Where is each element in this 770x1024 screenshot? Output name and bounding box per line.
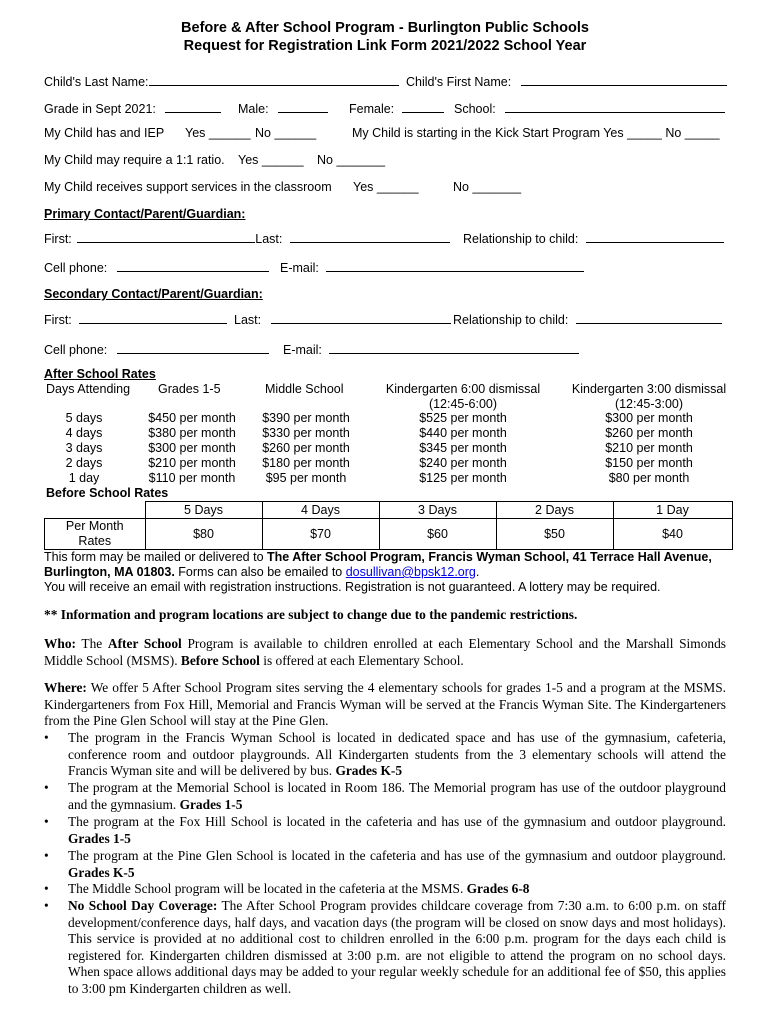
days-cell: 2 days: [65, 456, 103, 470]
grades-cell: $210 per month: [148, 456, 236, 470]
table-cell: $60: [379, 519, 496, 550]
form-subtitle: Request for Registration Link Form 2021/2022 School Year: [183, 38, 587, 54]
table-cell: $80: [145, 519, 262, 550]
child-first-name-field[interactable]: [521, 73, 727, 86]
k6-cell: $440 per month: [419, 426, 507, 440]
secondary-cell-field[interactable]: [117, 341, 269, 354]
table-cell: $50: [496, 519, 613, 550]
days-cell: 5 days: [65, 411, 103, 425]
child-last-name-row: [44, 73, 399, 90]
bullet-icon: •: [44, 881, 49, 896]
days-cell: 4 days: [65, 426, 103, 440]
k3-header-title: Kindergarten 3:00 dismissal: [571, 382, 727, 396]
primary-email-label: E-mail:: [280, 261, 319, 275]
secondary-email-row: [283, 341, 579, 358]
contact-email-link[interactable]: dosullivan@bpsk12.org: [345, 565, 476, 579]
k6-cell: $240 per month: [419, 456, 507, 470]
k6-header-title: Kindergarten 6:00 dismissal: [385, 382, 541, 396]
table-header-cell: 4 Days: [262, 502, 379, 519]
grades-cell: $110 per month: [148, 471, 236, 485]
days-cell: 1 day: [68, 471, 100, 485]
child-last-name-field[interactable]: [149, 73, 399, 86]
secondary-email-label: E-mail:: [283, 343, 322, 357]
primary-email-row: [280, 259, 584, 276]
list-item: [44, 814, 726, 847]
no-school-label: No School Day Coverage:: [68, 898, 218, 913]
list-item: [44, 848, 726, 881]
secondary-cell-label: Cell phone:: [44, 343, 108, 357]
list-item-grades: Grades K-5: [335, 763, 403, 778]
school-row: [454, 100, 725, 117]
k6-cell: $345 per month: [419, 441, 507, 455]
bullet-icon: •: [44, 848, 49, 863]
grade-label: Grade in Sept 2021:: [44, 102, 156, 116]
secondary-last-label: Last:: [234, 313, 262, 327]
secondary-cell-row: [44, 341, 269, 358]
iep-no-field[interactable]: No ______: [255, 126, 317, 140]
k6-header-sub: (12:45-6:00): [428, 397, 498, 411]
school-field[interactable]: [505, 100, 725, 113]
primary-cell-row: [44, 259, 269, 276]
before-school-rates-heading: Before School Rates: [46, 486, 169, 500]
secondary-relationship-label: Relationship to child:: [453, 313, 569, 327]
middle-cell: $180 per month: [262, 456, 350, 470]
secondary-email-field[interactable]: [329, 341, 579, 354]
grade-row: [44, 100, 221, 117]
mailing-paragraph: [44, 550, 726, 595]
list-item-text: The program at the Fox Hill School is located in the cafeteria and has use of the gymnasium and outdoor playground.: [68, 814, 726, 829]
form-title: Before & After School Program - Burlington Public Schools: [181, 20, 589, 36]
who-after-school: After School: [107, 636, 182, 651]
k3-cell: $260 per month: [605, 426, 693, 440]
table-header-cell: 2 Days: [496, 502, 613, 519]
k3-cell: $210 per month: [605, 441, 693, 455]
no-school-text: The After School Program provides childcare coverage from 7:30 a.m. to 6:00 p.m. on staff development/conference days, half days, and vacation days (the program will be closed on snow days and most holidays). This service is provided at no additional cost to children enrolled in the 6:00 p.m. program for the days each child is registered for. Kindergarten children dismissed at 3:00 p.m. are not eligible to attend the program on no school days. When space allows additional days may be added to your regular weekly schedule for an additional fee of $50, this applies to 3:00 pm Kindergarten children as well.: [68, 898, 726, 996]
ratio-yes-field[interactable]: Yes ______: [238, 153, 304, 167]
table-row: [45, 519, 733, 550]
before-school-rates-table: [44, 501, 733, 550]
primary-last-label: Last:: [255, 232, 283, 246]
primary-cell-label: Cell phone:: [44, 261, 108, 275]
ratio-no-field[interactable]: No _______: [317, 153, 386, 167]
middle-cell: $260 per month: [262, 441, 350, 455]
grades-header: Grades 1-5: [158, 382, 221, 396]
where-text: We offer 5 After School Program sites serving the 4 elementary schools for grades 1-5 and a program at the MSMS. Kindergarteners from Fox Hill, Memorial and Francis Wyman will be served at the Francis Wyman Site. The Kindergarteners from the Pine Glen School will stay at the Pine Glen.: [44, 680, 726, 728]
k3-cell: $150 per month: [605, 456, 693, 470]
table-header-cell: 5 Days: [145, 502, 262, 519]
mailing-text: This form may be mailed or delivered to: [44, 550, 268, 564]
list-item-text: The program at the Pine Glen School is located in the cafeteria and has use of the gymnasium and outdoor playground.: [68, 848, 726, 863]
where-paragraph: [44, 680, 726, 730]
table-cell-empty: [45, 502, 146, 519]
list-item-grades: Grades K-5: [68, 864, 135, 880]
list-item: [44, 730, 726, 780]
primary-cell-field[interactable]: [117, 259, 269, 272]
secondary-first-row: [44, 311, 227, 328]
middle-cell: $390 per month: [262, 411, 350, 425]
primary-relationship-row: [463, 230, 724, 247]
after-school-rates-grid: [44, 382, 744, 492]
secondary-first-label: First:: [44, 313, 72, 327]
primary-contact-heading: Primary Contact/Parent/Guardian:: [44, 207, 246, 221]
support-label: My Child receives support services in the classroom: [44, 180, 332, 194]
secondary-contact-heading: Secondary Contact/Parent/Guardian:: [44, 287, 263, 301]
primary-first-field[interactable]: [77, 230, 255, 243]
grades-cell: $380 per month: [148, 426, 236, 440]
middle-cell: $330 per month: [262, 426, 350, 440]
grades-cell: $300 per month: [148, 441, 236, 455]
female-label: Female:: [349, 102, 395, 116]
iep-label: My Child has and IEP: [44, 126, 165, 140]
secondary-last-row: [234, 311, 451, 328]
days-cell: 3 days: [65, 441, 103, 455]
k3-header-sub: (12:45-3:00): [614, 397, 684, 411]
where-label: Where:: [44, 680, 87, 695]
support-yes-field[interactable]: Yes ______: [353, 180, 419, 194]
k6-cell: $525 per month: [419, 411, 507, 425]
primary-first-row: [44, 230, 450, 247]
after-school-rates-heading: After School Rates: [44, 367, 156, 381]
k6-header: [374, 382, 552, 412]
list-item-grades: Grades 1-5: [68, 830, 131, 846]
primary-relationship-label: Relationship to child:: [463, 232, 579, 246]
days-attending-header: Days Attending: [46, 382, 131, 396]
table-cell: $40: [613, 519, 732, 550]
mailing-address: The After School Program, Francis Wyman School, 41 Terrace Hall Avenue, Burlington, MA 01803.: [44, 550, 712, 579]
list-item-grades: Grades 1-5: [179, 796, 243, 812]
list-item-grades: Grades 6-8: [466, 881, 530, 896]
secondary-last-field[interactable]: [271, 311, 451, 324]
mailing-text-end: .: [475, 565, 480, 579]
days-column: [44, 411, 124, 486]
grades-column: [142, 411, 242, 486]
primary-first-label: First:: [44, 232, 72, 246]
bullet-icon: •: [44, 814, 49, 829]
iep-yes-field[interactable]: Yes ______: [185, 126, 251, 140]
secondary-relationship-field[interactable]: [576, 311, 722, 324]
female-field[interactable]: [402, 100, 444, 113]
bullet-icon: •: [44, 898, 49, 913]
child-first-name-row: [406, 73, 727, 90]
table-row: [45, 502, 733, 519]
secondary-first-field[interactable]: [79, 311, 227, 324]
male-label: Male:: [238, 102, 269, 116]
middle-cell: $95 per month: [265, 471, 347, 485]
grade-field[interactable]: [165, 100, 221, 113]
list-item: [44, 898, 726, 997]
who-text: The: [76, 636, 108, 651]
female-row: [349, 100, 444, 117]
mailing-text-mid: Forms can also be emailed to: [174, 565, 346, 579]
list-item: [44, 780, 726, 813]
k3-cell: $80 per month: [608, 471, 690, 485]
support-no-field[interactable]: No _______: [453, 180, 522, 194]
who-paragraph: [44, 636, 726, 669]
registration-note: You will receive an email with registration instructions. Registration is not guaranteed. A lottery may be required.: [44, 580, 661, 594]
male-field[interactable]: [278, 100, 328, 113]
list-item-text: The program at the Memorial School is located in Room 186. The Memorial program has use of the outdoor playground and the gymnasium.: [68, 780, 726, 812]
primary-relationship-field[interactable]: [586, 230, 724, 243]
k3-cell: $300 per month: [605, 411, 693, 425]
table-header-cell: 3 Days: [379, 502, 496, 519]
secondary-relationship-row: [453, 311, 722, 328]
middle-column: [256, 411, 356, 486]
school-label: School:: [454, 102, 496, 116]
primary-last-field[interactable]: [290, 230, 450, 243]
list-item-text: The program in the Francis Wyman School is located in dedicated space and has use of the gymnasium, cafeteria, conference room and outdoor playgrounds. All Kindergarten students from the 3 elementary schools will attend the Francis Wyman site and will be delivered by bus.: [68, 730, 726, 778]
who-label: Who:: [44, 636, 76, 651]
who-text-3: is offered at each Elementary School.: [259, 652, 464, 668]
k3-header: [564, 382, 734, 412]
k3-column: [564, 411, 734, 486]
pandemic-notice: ** Information and program locations are subject to change due to the pandemic restrictions.: [44, 607, 578, 622]
bullet-icon: •: [44, 780, 49, 795]
table-header-cell: 1 Day: [613, 502, 732, 519]
table-row-label: Per Month Rates: [45, 519, 146, 550]
who-text-2: Program is available to children enrolled at each Elementary School and the Marshall Simonds Middle School (MSMS).: [44, 636, 726, 668]
table-cell: $70: [262, 519, 379, 550]
primary-email-field[interactable]: [326, 259, 584, 272]
child-last-name-label: Child's Last Name:: [44, 75, 149, 89]
middle-school-header: Middle School: [265, 382, 344, 396]
ratio-label: My Child may require a 1:1 ratio.: [44, 153, 225, 167]
grades-cell: $450 per month: [148, 411, 236, 425]
list-item: [44, 881, 726, 898]
k6-column: [374, 411, 552, 486]
who-before-school: Before School: [180, 652, 260, 668]
k6-cell: $125 per month: [419, 471, 507, 485]
kickstart-field[interactable]: My Child is starting in the Kick Start Program Yes _____ No _____: [352, 126, 720, 140]
bullet-icon: •: [44, 730, 49, 745]
child-first-name-label: Child's First Name:: [406, 75, 512, 89]
male-row: [238, 100, 328, 117]
list-item-text: The Middle School program will be located in the cafeteria at the MSMS.: [68, 881, 467, 896]
